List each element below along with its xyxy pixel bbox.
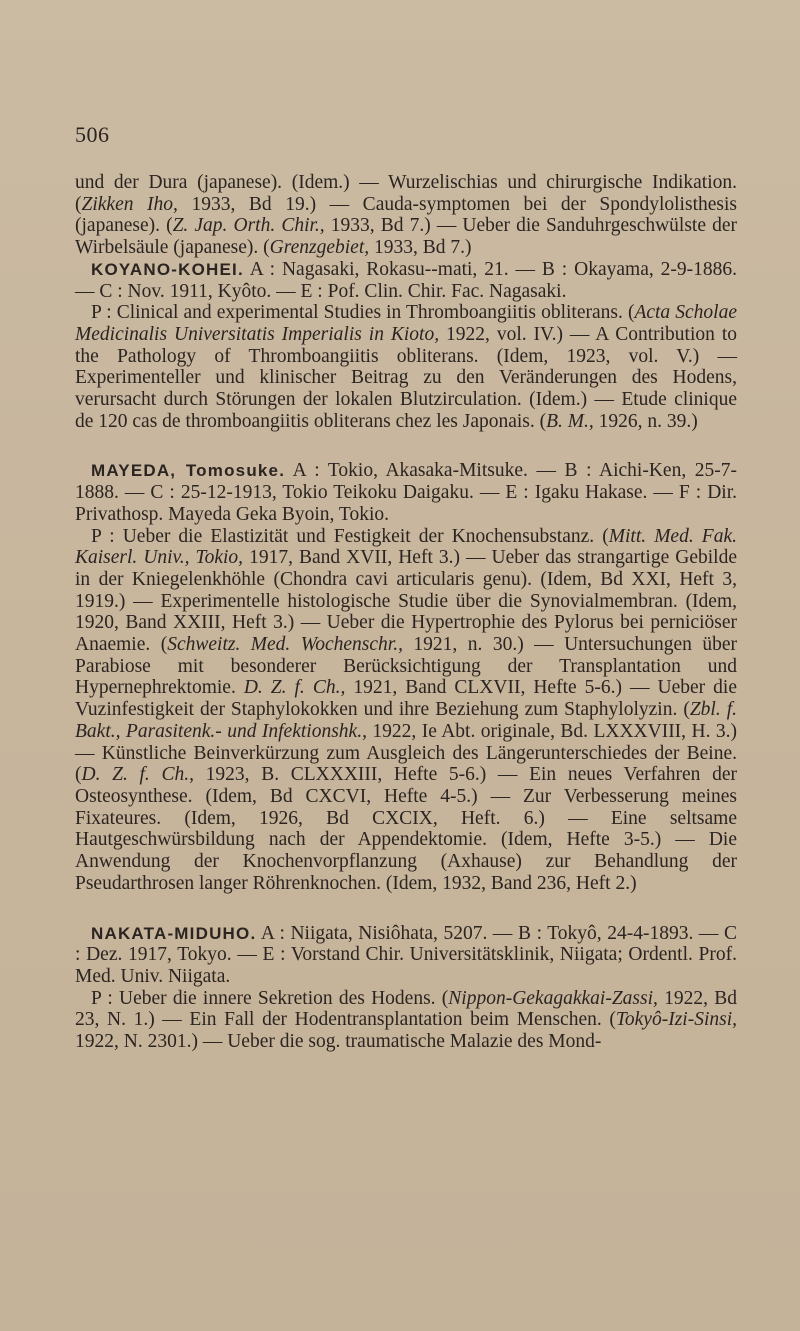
citation-italic: Grenzgebiet, <box>269 237 370 259</box>
text-run: 1926, n. 39.) <box>593 410 698 432</box>
entry-header <box>75 923 737 988</box>
text-run: 1917, Band XVII, Heft 3.) — Ueber das strangartige Gebilde in der Kniegelenkhöhle (Chondra cavi articularis genu). (Idem, Bd XXI, Heft 3, 1919.) — Experimentelle histologische Studie über die Synovialmembran. (Idem, 1920, Band XXIII, Heft 3.) — Ueber die Hypertrophie des Pylorus bei perniciöser Anaemie. ( <box>75 547 738 656</box>
citation-italic: Zbl. f. Bakt., Parasitenk.- und Infektionshk., <box>75 699 737 742</box>
biography-entry <box>75 259 737 433</box>
citation-italic: Tokyô-Izi-Sinsi, <box>615 1009 737 1031</box>
text-run: 1933, Bd 7.) <box>369 237 472 259</box>
biography-entry <box>75 460 737 894</box>
entry-name: MAYEDA, Tomosuke. <box>91 461 286 481</box>
page-content <box>75 172 737 1053</box>
citation-italic: Zikken Iho, <box>81 193 178 215</box>
citation-italic: B. M., <box>546 410 594 432</box>
page-number: 506 <box>75 122 110 147</box>
text-run: 1922, Ie Abt. originale, Bd. LXXXVIII, H. 3.) — Künstliche Beinverkürzung zum Ausgleich des Längerunterschiedes der Beine. ( <box>75 720 738 786</box>
text-run: 1921, n. 30.) — Untersuchungen über Parabiose mit besonderer Berücksichtigung der Transplantation und Hypernephrektomie. <box>75 634 737 699</box>
citation-italic: Nippon-Gekagakkai-Zassi, <box>448 987 658 1009</box>
text-run: 1922, Bd 23, N. 1.) — Ein Fall der Hodentransplantation beim Menschen. ( <box>75 987 737 1031</box>
text-run: P : Clinical and experimental Studies in Thromboangiitis obliterans. ( <box>91 302 635 324</box>
text-run: und der Dura (japanese). (Idem.) — Wurzelischias und chirurgische Indikation. ( <box>75 172 737 215</box>
citation-italic: D. Z. f. Ch., <box>81 764 194 786</box>
intro-paragraph <box>75 172 737 259</box>
citation-italic: Acta Scholae Medicinalis Universitatis Imperialis in Kioto, <box>75 302 737 345</box>
text-run: 1933, Bd 7.) — Ueber die Sanduhrgeschwülste der Wirbelsäule (japanese). ( <box>75 215 737 259</box>
entry-header <box>75 460 737 525</box>
entry-name: NAKATA-MIDUHO. <box>91 923 257 943</box>
biography-entry <box>75 923 737 1053</box>
text-run: P : Ueber die Elastizität und Festigkeit der Knochensubstanz. ( <box>91 525 609 547</box>
text-run: 1923, B. CLXXXIII, Hefte 5-6.) — Ein neues Verfahren der Osteosynthese. (Idem, Bd CXCVI, Hefte 4-5.) — Zur Verbesserung meines Fixateures. (Idem, 1926, Bd CXCIX, Heft. 6.) — Eine seltsame Hautgeschwürsbildung nach der Appendektomie. (Idem, Hefte 3-5.) — Die Anwendung der Knochenvorpflanzung (Axhause) zur Behandlung der Pseudarthrosen langer Röhrenknochen. (Idem, 1932, Band 236, Heft 2.) <box>75 764 737 894</box>
citation-italic: Schweitz. Med. Wochenschr., <box>167 634 403 656</box>
text-run: 1922, N. 2301.) — Ueber die sog. traumatische Malazie des Mond- <box>75 1031 602 1053</box>
entry-publications <box>75 988 737 1053</box>
text-run: 1921, Band CLXVII, Hefte 5-6.) — Ueber die Vuzinfestigkeit der Staphylokokken und ihre Beziehung zum Staphylolyzin. ( <box>75 677 737 721</box>
citation-italic: D. Z. f. Ch., <box>243 677 346 699</box>
citation-italic: Mitt. Med. Fak. Kaiserl. Univ., Tokio, <box>75 525 737 569</box>
entry-publications <box>75 302 737 432</box>
citation-italic: Z. Jap. Orth. Chir., <box>172 215 325 237</box>
entry-name: KOYANO-KOHEI. <box>91 259 244 279</box>
text-run: 1922, vol. IV.) — A Contribution to the Pathology of Thromboangiitis obliterans. (Idem, 1923, vol. V.) — Experimenteller und klinischer Beitrag zu den Veränderungen des Hodens, verursacht durch Störungen der lokalen Blutzirculation. (Idem.) — Etude clinique de 120 cas de thromboangiitis obliterans chez les Japonais. ( <box>75 323 737 432</box>
text-run: 1933, Bd 19.) — Cauda-symptomen bei der Spondylolisthesis (japanese). ( <box>75 193 737 237</box>
entries-list <box>75 259 737 1053</box>
entry-details: A : Nagasaki, Rokasu--mati, 21. — B : Okayama, 2-9-1886. — C : Nov. 1911, Kyôto. — E : Pof. Clin. Chir. Fac. Nagasaki. <box>75 258 737 302</box>
entry-header <box>75 259 737 302</box>
text-run: P : Ueber die innere Sekretion des Hodens. ( <box>91 987 449 1009</box>
entry-publications <box>75 526 737 895</box>
entry-details: A : Niigata, Nisiôhata, 5207. — B : Tokyô, 24-4-1893. — C : Dez. 1917, Tokyo. — E : Vorstand Chir. Universitätsklinik, Niigata; Ordentl. Prof. Med. Univ. Niigata. <box>75 922 737 987</box>
entry-details: A : Tokio, Akasaka-Mitsuke. — B : Aichi-Ken, 25-7-1888. — C : 25-12-1913, Tokio Teikoku Daigaku. — E : Igaku Hakase. — F : Dir. Privathosp. Mayeda Geka Byoin, Tokio. <box>75 460 738 525</box>
